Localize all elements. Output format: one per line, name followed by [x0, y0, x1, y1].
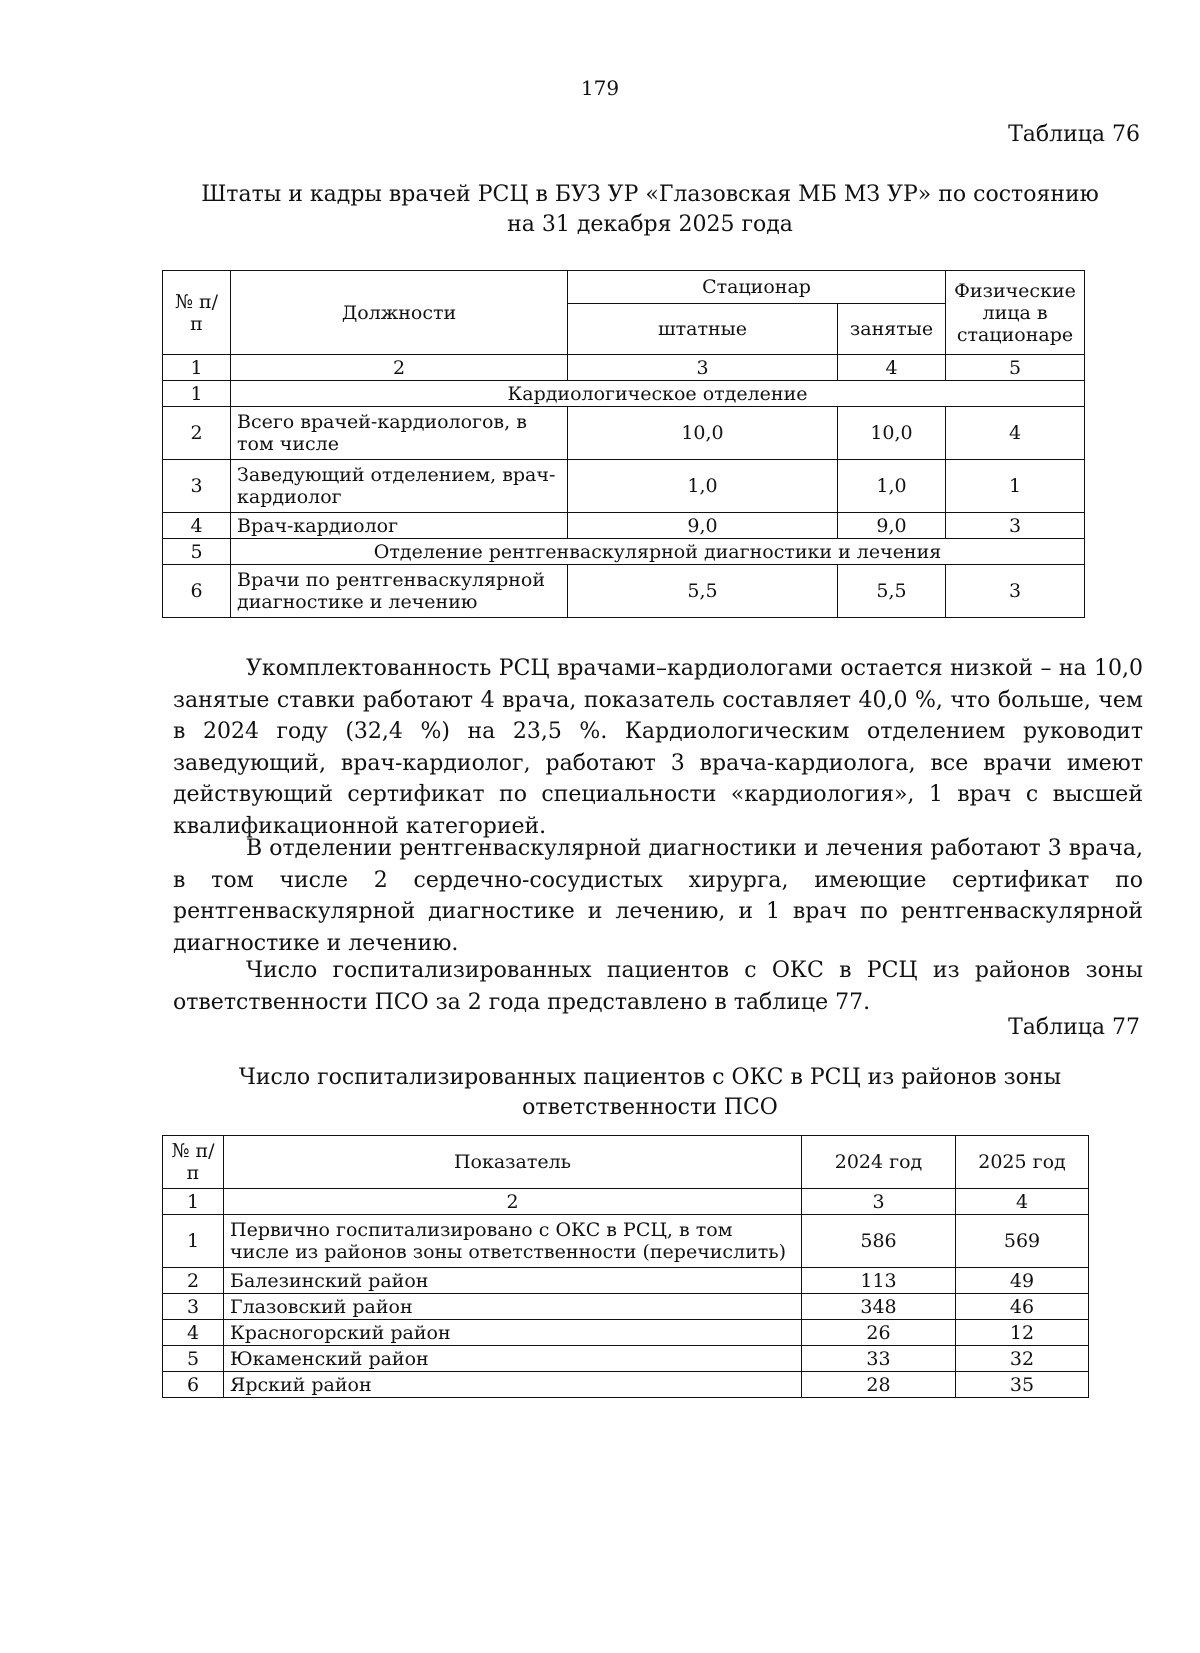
row-physical: 3: [946, 513, 1085, 539]
row-num: 4: [163, 1320, 224, 1346]
table-row: [163, 1294, 1089, 1320]
row-num: 6: [163, 1372, 224, 1398]
table76-section-num: 5: [163, 539, 231, 565]
table77: [162, 1135, 1089, 1398]
row-2024: 28: [802, 1372, 956, 1398]
table-row: [163, 1372, 1089, 1398]
row-staff: 5,5: [568, 565, 838, 618]
table76-section-row: [163, 539, 1085, 565]
row-staff: 9,0: [568, 513, 838, 539]
paragraph-hospitalized: Число госпитализированных пациентов с ОКС в РСЦ из районов зоны ответственности ПСО за 2 года представлено в таблице 77.: [173, 958, 1143, 1015]
row-indicator: Юкаменский район: [224, 1346, 802, 1372]
row-2025: 32: [956, 1346, 1089, 1372]
table76-header-hospital: Стационар: [568, 271, 946, 304]
row-staff: 1,0: [568, 460, 838, 513]
table77-colnum: 4: [956, 1189, 1089, 1215]
table76-section-label: Кардиологическое отделение: [231, 381, 1085, 407]
table76: [162, 270, 1085, 618]
row-2025: 569: [956, 1215, 1089, 1268]
table76-caption: Таблица 76: [1008, 122, 1140, 147]
row-2024: 33: [802, 1346, 956, 1372]
row-num: 4: [163, 513, 231, 539]
table77-title-line2: ответственности ПСО: [522, 1095, 778, 1120]
row-physical: 4: [946, 407, 1085, 460]
row-staff: 10,0: [568, 407, 838, 460]
table76-title: [160, 180, 1140, 240]
row-num: 1: [163, 1215, 224, 1268]
table-row: [163, 565, 1085, 618]
row-num: 2: [163, 407, 231, 460]
row-num: 2: [163, 1268, 224, 1294]
table76-section-num: 1: [163, 381, 231, 407]
row-occupied: 9,0: [838, 513, 946, 539]
table77-title: [160, 1063, 1140, 1123]
table76-header-num: № п/п: [163, 271, 231, 355]
row-occupied: 5,5: [838, 565, 946, 618]
row-num: 3: [163, 460, 231, 513]
table76-title-line1: Штаты и кадры врачей РСЦ в БУЗ УР «Глазовская МБ МЗ УР» по состоянию: [201, 182, 1099, 207]
row-num: 3: [163, 1294, 224, 1320]
table76-title-line2: на 31 декабря 2025 года: [507, 212, 793, 237]
row-indicator: Глазовский район: [224, 1294, 802, 1320]
row-2025: 49: [956, 1268, 1089, 1294]
row-2025: 12: [956, 1320, 1089, 1346]
table-row: [163, 1268, 1089, 1294]
row-2024: 113: [802, 1268, 956, 1294]
table76-section-label: Отделение рентгенваскулярной диагностики и лечения: [231, 539, 1085, 565]
row-physical: 3: [946, 565, 1085, 618]
table76-header-physical: Физические лица в стационаре: [946, 271, 1085, 355]
table77-header-num: № п/п: [163, 1136, 224, 1189]
row-occupied: 1,0: [838, 460, 946, 513]
table77-colnum: 1: [163, 1189, 224, 1215]
table77-header-row: [163, 1136, 1089, 1189]
row-num: 6: [163, 565, 231, 618]
row-occupied: 10,0: [838, 407, 946, 460]
row-num: 5: [163, 1346, 224, 1372]
table76-header-row: [163, 271, 1085, 304]
paragraph-xray-department: В отделении рентгенваскулярной диагностики и лечения работают 3 врача, в том числе 2 сердечно-сосудистых хирурга, имеющие сертификат по рентгенваскулярной диагностике и лечению, и 1 врач по рентгенваскулярной диагностике и лечению.: [173, 836, 1143, 956]
row-2025: 35: [956, 1372, 1089, 1398]
table77-title-line1: Число госпитализированных пациентов с ОКС в РСЦ из районов зоны: [238, 1065, 1062, 1090]
row-2025: 46: [956, 1294, 1089, 1320]
table-row: [163, 407, 1085, 460]
row-indicator: Балезинский район: [224, 1268, 802, 1294]
table77-colnum: 3: [802, 1189, 956, 1215]
table76-colnum: 3: [568, 355, 838, 381]
table76-header-occupied: занятые: [838, 304, 946, 355]
table76-colnum: 4: [838, 355, 946, 381]
table-row: [163, 1346, 1089, 1372]
table76-colnum: 2: [231, 355, 568, 381]
table77-colnum: 2: [224, 1189, 802, 1215]
row-2024: 586: [802, 1215, 956, 1268]
paragraph-staffing: Укомплектованность РСЦ врачами–кардиологами остается низкой – на 10,0 занятые ставки работают 4 врача, показатель составляет 40,0 %, что больше, чем в 2024 году (32,4 %) на 23,5 %. Кардиологическим отделением руководит заведующий, врач-кардиолог, работают 3 врача-кардиолога, все врачи имеют действующий сертификат по специальности «кардиология», 1 врач с высшей квалификационной категорией.: [173, 656, 1143, 839]
row-indicator: Ярский район: [224, 1372, 802, 1398]
table-row: [163, 1320, 1089, 1346]
row-position: Заведующий отделением, врач-кардиолог: [231, 460, 568, 513]
table76-colnum: 5: [946, 355, 1085, 381]
table77-caption: Таблица 77: [1008, 1015, 1140, 1040]
row-physical: 1: [946, 460, 1085, 513]
table-row: [163, 1215, 1089, 1268]
table76-colnum-row: [163, 355, 1085, 381]
row-position: Всего врачей-кардиологов, в том числе: [231, 407, 568, 460]
table76-header-staff: штатные: [568, 304, 838, 355]
row-indicator: Красногорский район: [224, 1320, 802, 1346]
table-row: [163, 460, 1085, 513]
page-number: 179: [580, 76, 620, 100]
row-indicator: Первично госпитализировано с ОКС в РСЦ, в том числе из районов зоны ответственности (перечислить): [224, 1215, 802, 1268]
row-2024: 26: [802, 1320, 956, 1346]
table77-header-2024: 2024 год: [802, 1136, 956, 1189]
table76-section-row: [163, 381, 1085, 407]
row-position: Врач-кардиолог: [231, 513, 568, 539]
table76-header-position: Должности: [231, 271, 568, 355]
table77-header-indicator: Показатель: [224, 1136, 802, 1189]
table76-colnum: 1: [163, 355, 231, 381]
row-position: Врачи по рентгенваскулярной диагностике и лечению: [231, 565, 568, 618]
table77-header-2025: 2025 год: [956, 1136, 1089, 1189]
row-2024: 348: [802, 1294, 956, 1320]
table-row: [163, 513, 1085, 539]
table77-colnum-row: [163, 1189, 1089, 1215]
